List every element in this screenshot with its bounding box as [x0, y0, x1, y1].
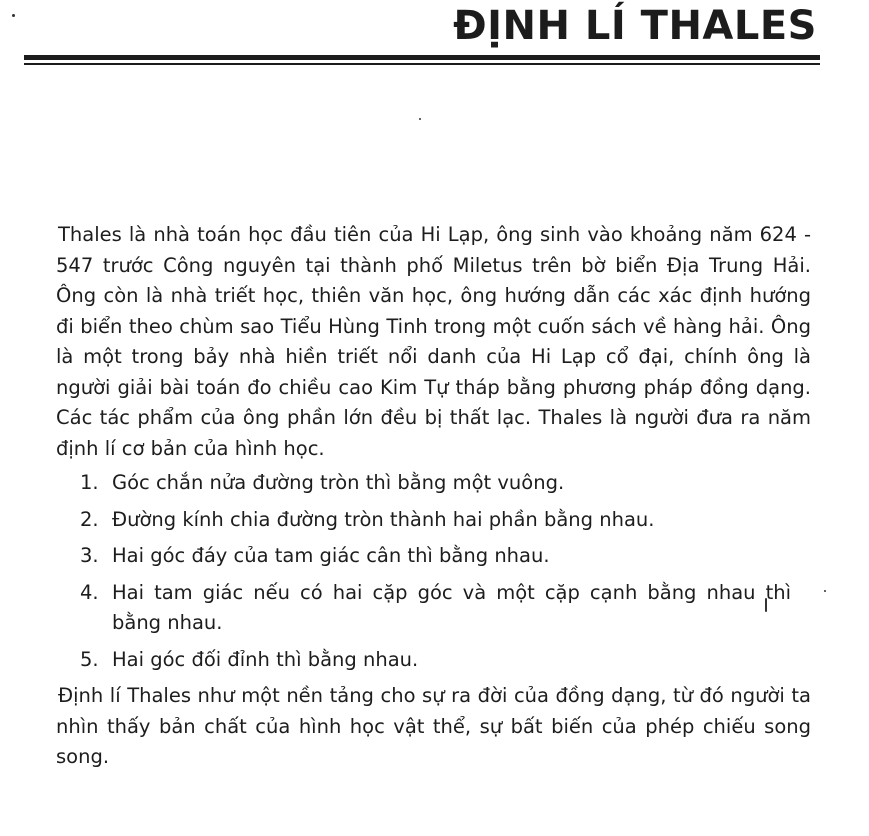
theorem-item: [56, 505, 811, 536]
title-rule-thick: [24, 55, 820, 60]
theorem-text: Góc chắn nửa đường tròn thì bằng một vuông.: [112, 471, 565, 494]
article-body: [56, 220, 811, 773]
intro-paragraph: Thales là nhà toán học đầu tiên của Hi Lạp, ông sinh vào khoảng năm 624 - 547 trước Công nguyên tại thành phố Miletus trên bờ biển Địa Trung Hải. Ông còn là nhà triết học, thiên văn học, ông hướng dẫn các xác định hướng đi biển theo chùm sao Tiểu Hùng Tinh trong một cuốn sách về hàng hải. Ông là một trong bảy nhà hiền triết nổi danh của Hi Lạp cổ đại, chính ông là người giải bài toán đo chiều cao Kim Tự tháp bằng phương pháp đồng dạng. Các tác phẩm của ông phần lớn đều bị thất lạc. Thales là người đưa ra năm định lí cơ bản của hình học.: [56, 223, 811, 460]
theorem-text: Hai góc đáy của tam giác cân thì bằng nhau.: [112, 544, 550, 567]
scan-speck: [419, 118, 421, 120]
theorem-number: 4.: [80, 580, 99, 604]
scan-speck: [12, 14, 15, 17]
theorem-item: [56, 645, 811, 676]
theorem-text: Đường kính chia đường tròn thành hai phần bằng nhau.: [112, 507, 655, 531]
theorem-number: 5.: [80, 647, 99, 671]
theorem-item: [56, 468, 811, 499]
scan-speck: [824, 590, 826, 592]
page-title: ĐỊNH LÍ THALES: [453, 3, 817, 49]
theorem-item: [56, 578, 811, 639]
theorem-number: 1.: [80, 471, 99, 494]
theorem-item: [56, 541, 811, 572]
theorem-text: Hai góc đối đỉnh thì bằng nhau.: [112, 647, 419, 671]
theorem-number: 2.: [80, 507, 99, 531]
theorem-text: Hai tam giác nếu có hai cặp góc và một cặp cạnh bằng nhau thì bằng nhau.: [112, 580, 791, 634]
theorem-number: 3.: [80, 544, 99, 567]
theorem-list: [56, 468, 811, 675]
title-rule-thin: [24, 63, 820, 65]
conclusion-paragraph: Định lí Thales như một nền tảng cho sự ra đời của đồng dạng, từ đó người ta nhìn thấy bản chất của hình học vật thể, sự bất biến của phép chiếu song song.: [56, 684, 811, 768]
